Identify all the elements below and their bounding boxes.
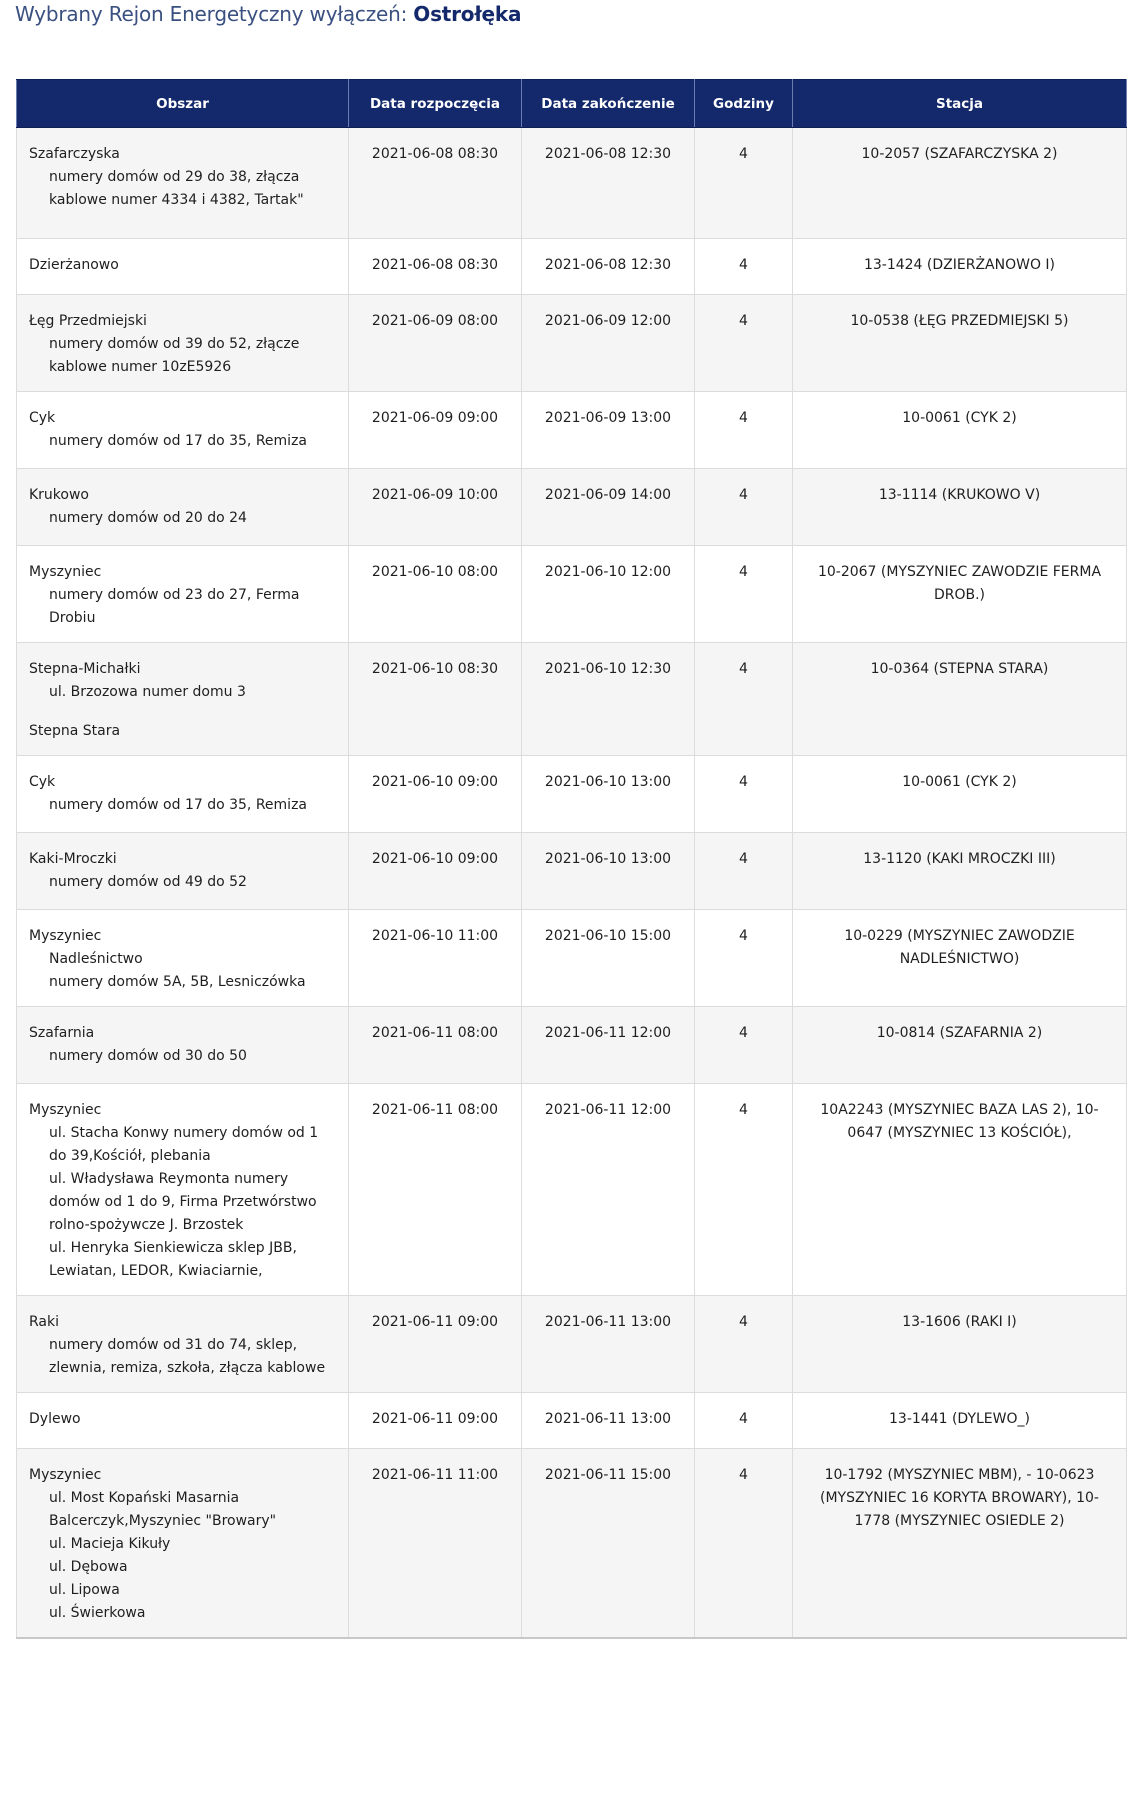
location-name: Krukowo [29, 487, 89, 503]
cell-area [17, 1296, 349, 1393]
location-name: Dzierżanowo [29, 257, 119, 273]
cell-hours: 4 [695, 239, 793, 295]
location-detail: Nadleśnictwo [49, 951, 143, 967]
location-detail: numery domów od 17 do 35, Remiza [49, 433, 307, 449]
cell-area [17, 1007, 349, 1084]
cell-station: 13-1606 (RAKI I) [793, 1296, 1127, 1393]
table-row [17, 239, 1127, 295]
cell-hours: 4 [695, 469, 793, 546]
column-header-hours: Godziny [695, 80, 793, 128]
cell-start-date: 2021-06-10 08:30 [349, 643, 522, 756]
table-row [17, 469, 1127, 546]
cell-area [17, 392, 349, 469]
cell-end-date: 2021-06-11 12:00 [522, 1007, 695, 1084]
cell-station: 13-1424 (DZIERŻANOWO I) [793, 239, 1127, 295]
cell-hours: 4 [695, 1296, 793, 1393]
table-row [17, 1296, 1127, 1393]
cell-hours: 4 [695, 833, 793, 910]
table-row [17, 1393, 1127, 1449]
location-name: Cyk [29, 774, 56, 790]
table-header [17, 80, 1127, 128]
location-name: Myszyniec [29, 1102, 102, 1118]
location-name: Cyk [29, 410, 56, 426]
table-row [17, 756, 1127, 833]
location-name: Dylewo [29, 1411, 81, 1427]
table-row [17, 910, 1127, 1007]
cell-end-date: 2021-06-10 15:00 [522, 910, 695, 1007]
cell-station: 10-1792 (MYSZYNIEC MBM), - 10-0623 (MYSZYNIEC 16 KORYTA BROWARY), 10-1778 (MYSZYNIEC OSIEDLE 2) [793, 1449, 1127, 1639]
cell-station: 13-1441 (DYLEWO_) [793, 1393, 1127, 1449]
cell-start-date: 2021-06-08 08:30 [349, 239, 522, 295]
cell-end-date: 2021-06-11 12:00 [522, 1084, 695, 1296]
cell-end-date: 2021-06-10 13:00 [522, 833, 695, 910]
cell-start-date: 2021-06-10 09:00 [349, 756, 522, 833]
page-title-prefix: Wybrany Rejon Energetyczny wyłączeń: [15, 2, 414, 26]
cell-area [17, 1393, 349, 1449]
cell-start-date: 2021-06-11 09:00 [349, 1296, 522, 1393]
outages-table [16, 79, 1127, 1639]
cell-area [17, 239, 349, 295]
cell-start-date: 2021-06-11 08:00 [349, 1084, 522, 1296]
cell-area [17, 128, 349, 239]
cell-station: 10-0364 (STEPNA STARA) [793, 643, 1127, 756]
cell-start-date: 2021-06-09 08:00 [349, 295, 522, 392]
location-name: Stepna Stara [29, 723, 121, 739]
location-detail: numery domów od 23 do 27, Ferma Drobiu [49, 587, 300, 626]
location-name: Raki [29, 1314, 59, 1330]
table-row [17, 128, 1127, 239]
column-header-start-date: Data rozpoczęcia [349, 80, 522, 128]
cell-station: 10-0229 (MYSZYNIEC ZAWODZIE NADLEŚNICTWO) [793, 910, 1127, 1007]
cell-hours: 4 [695, 546, 793, 643]
location-name: Szafarnia [29, 1025, 95, 1041]
table-row [17, 1449, 1127, 1639]
cell-station: 13-1120 (KAKI MROCZKI III) [793, 833, 1127, 910]
location-name: Stepna-Michałki [29, 661, 141, 677]
location-name: Myszyniec [29, 564, 102, 580]
cell-start-date: 2021-06-10 11:00 [349, 910, 522, 1007]
cell-start-date: 2021-06-08 08:30 [349, 128, 522, 239]
cell-end-date: 2021-06-11 15:00 [522, 1449, 695, 1639]
cell-start-date: 2021-06-09 10:00 [349, 469, 522, 546]
location-name: Łęg Przedmiejski [29, 313, 147, 329]
location-detail: numery domów od 30 do 50 [49, 1048, 247, 1064]
table-row [17, 1084, 1127, 1296]
cell-start-date: 2021-06-11 08:00 [349, 1007, 522, 1084]
cell-area [17, 756, 349, 833]
location-detail: ul. Lipowa [49, 1582, 120, 1598]
cell-start-date: 2021-06-10 09:00 [349, 833, 522, 910]
cell-start-date: 2021-06-11 09:00 [349, 1393, 522, 1449]
cell-area [17, 910, 349, 1007]
outages-table-container [16, 79, 1126, 1639]
column-header-end-date: Data zakończenie [522, 80, 695, 128]
location-detail: numery domów od 29 do 38, złącza kablowe numer 4334 i 4382, Tartak" [49, 169, 304, 208]
location-detail: ul. Świerkowa [49, 1605, 146, 1621]
cell-hours: 4 [695, 1449, 793, 1639]
cell-end-date: 2021-06-09 13:00 [522, 392, 695, 469]
cell-end-date: 2021-06-10 13:00 [522, 756, 695, 833]
table-row [17, 546, 1127, 643]
table-row [17, 295, 1127, 392]
page-title [15, 0, 521, 28]
cell-area [17, 295, 349, 392]
table-row [17, 1007, 1127, 1084]
cell-station: 10-2067 (MYSZYNIEC ZAWODZIE FERMA DROB.) [793, 546, 1127, 643]
location-detail: numery domów od 31 do 74, sklep, zlewnia, remiza, szkoła, złącza kablowe [49, 1337, 326, 1376]
cell-hours: 4 [695, 643, 793, 756]
cell-station: 10-0061 (CYK 2) [793, 756, 1127, 833]
cell-end-date: 2021-06-10 12:30 [522, 643, 695, 756]
location-detail: numery domów od 17 do 35, Remiza [49, 797, 307, 813]
cell-hours: 4 [695, 910, 793, 1007]
cell-area [17, 546, 349, 643]
cell-area [17, 643, 349, 756]
cell-hours: 4 [695, 1393, 793, 1449]
cell-start-date: 2021-06-10 08:00 [349, 546, 522, 643]
cell-hours: 4 [695, 1007, 793, 1084]
table-row [17, 643, 1127, 756]
cell-station: 10A2243 (MYSZYNIEC BAZA LAS 2), 10-0647 (MYSZYNIEC 13 KOŚCIÓŁ), [793, 1084, 1127, 1296]
column-header-station: Stacja [793, 80, 1127, 128]
cell-end-date: 2021-06-10 12:00 [522, 546, 695, 643]
cell-end-date: 2021-06-09 14:00 [522, 469, 695, 546]
location-detail: ul. Most Kopański Masarnia Balcerczyk,Myszyniec "Browary" [49, 1490, 277, 1529]
cell-end-date: 2021-06-08 12:30 [522, 128, 695, 239]
location-detail: ul. Dębowa [49, 1559, 128, 1575]
cell-station: 13-1114 (KRUKOWO V) [793, 469, 1127, 546]
table-row [17, 833, 1127, 910]
cell-end-date: 2021-06-09 12:00 [522, 295, 695, 392]
location-detail: ul. Stacha Konwy numery domów od 1 do 39,Kościół, plebania [49, 1125, 319, 1164]
location-detail: numery domów 5A, 5B, Lesniczówka [49, 974, 306, 990]
cell-hours: 4 [695, 756, 793, 833]
table-header-row [17, 80, 1127, 128]
cell-hours: 4 [695, 1084, 793, 1296]
cell-hours: 4 [695, 128, 793, 239]
location-detail: ul. Brzozowa numer domu 3 [49, 684, 246, 700]
location-name: Myszyniec [29, 1467, 102, 1483]
location-name: Kaki-Mroczki [29, 851, 117, 867]
cell-start-date: 2021-06-11 11:00 [349, 1449, 522, 1639]
table-body [17, 128, 1127, 1639]
location-detail: ul. Władysława Reymonta numery domów od 1 do 9, Firma Przetwórstwo rolno-spożywcze J. Brzostek [49, 1171, 317, 1233]
cell-station: 10-0061 (CYK 2) [793, 392, 1127, 469]
cell-area [17, 833, 349, 910]
location-detail: numery domów od 39 do 52, złącze kablowe numer 10zE5926 [49, 336, 300, 375]
cell-area [17, 1449, 349, 1639]
cell-hours: 4 [695, 392, 793, 469]
cell-station: 10-0538 (ŁĘG PRZEDMIEJSKI 5) [793, 295, 1127, 392]
cell-station: 10-2057 (SZAFARCZYSKA 2) [793, 128, 1127, 239]
location-spacer [29, 704, 336, 720]
cell-hours: 4 [695, 295, 793, 392]
region-name: Ostrołęka [413, 2, 522, 26]
cell-area [17, 1084, 349, 1296]
table-row [17, 392, 1127, 469]
cell-area [17, 469, 349, 546]
location-detail: ul. Henryka Sienkiewicza sklep JBB, Lewiatan, LEDOR, Kwiaciarnie, [49, 1240, 297, 1279]
location-name: Myszyniec [29, 928, 102, 944]
location-detail: numery domów od 20 do 24 [49, 510, 247, 526]
cell-station: 10-0814 (SZAFARNIA 2) [793, 1007, 1127, 1084]
location-detail: numery domów od 49 do 52 [49, 874, 247, 890]
cell-end-date: 2021-06-11 13:00 [522, 1393, 695, 1449]
cell-end-date: 2021-06-08 12:30 [522, 239, 695, 295]
cell-start-date: 2021-06-09 09:00 [349, 392, 522, 469]
cell-end-date: 2021-06-11 13:00 [522, 1296, 695, 1393]
location-detail: ul. Macieja Kikuły [49, 1536, 171, 1552]
location-name: Szafarczyska [29, 146, 120, 162]
column-header-area: Obszar [17, 80, 349, 128]
